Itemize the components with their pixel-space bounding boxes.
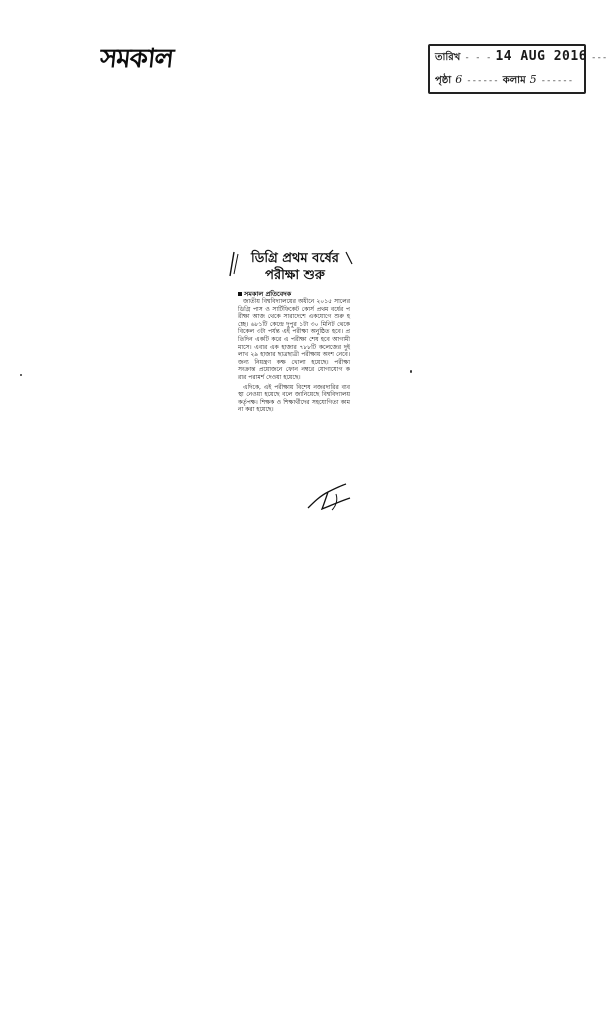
stamp-date-label: তারিখ — [435, 52, 461, 63]
stamp-page-row — [435, 73, 579, 90]
news-clipping — [228, 248, 358, 416]
stamp-dots: ------ — [540, 76, 574, 86]
headline-line-2: পরীক্ষা শুরু — [265, 268, 325, 283]
stamp-date-row — [435, 49, 608, 67]
stamp-column-value: 5 — [529, 73, 537, 86]
article-paragraph: জাতীয় বিশ্ববিদ্যালয়ের অধীনে ২০১৫ সালের ডিগ্রি পাস ও সার্টিফিকেট কোর্স প্রথম বর্ষের পরীক্ষা আজ থেকে সারাদেশে একযোগে শুরু হচ্ছে। ৬৮১টি কেন্দ্রে দুপুর ১টা ৩০ মিনিট থেকে বিকেল ৩টা পর্যন্ত এই পরীক্ষা অনুষ্ঠিত হবে। প্রতিদিন একটি করে এ পরীক্ষা শেষ হবে আগামী মাসে। এবার এক হাজার ৭৮৮টি কলেজের দুই লাখ ২৯ হাজার ছাত্রছাত্রী পরীক্ষায় অংশ নেবে। জন্য নিয়ন্ত্রণ কক্ষ খোলা হয়েছে। পরীক্ষা সংক্রান্ত প্রয়োজনে ফোন নম্বরে যোগাযোগ করার পরামর্শ দেওয়া হয়েছে। — [238, 298, 350, 381]
handwritten-signature — [306, 482, 354, 512]
stamp-page-label: পৃষ্ঠা — [435, 75, 452, 86]
stamp-date-value: 14 AUG 2016 — [495, 49, 588, 64]
article-byline — [228, 290, 358, 298]
stamp-dots: - - - — [464, 53, 492, 63]
scan-speck — [410, 370, 412, 373]
stamp-dots: --- — [591, 53, 608, 63]
stamp-page-value: 6 — [455, 73, 463, 86]
headline-bracket-marks — [228, 248, 354, 288]
stamp-column-label: কলাম — [502, 75, 526, 86]
clipping-stamp — [428, 44, 608, 94]
byline-bullet-icon — [238, 292, 242, 296]
newspaper-masthead: সমকাল — [98, 44, 175, 74]
scan-speck — [20, 374, 22, 376]
headline-line-1: ডিগ্রি প্রথম বর্ষের — [251, 251, 339, 266]
article-body — [228, 298, 350, 414]
article-paragraph: এদিকে, এই পরীক্ষায় বিশেষ নজরদারির ব্যবস্থা নেওয়া হয়েছে বলে জানিয়েছে বিশ্ববিদ্যালয় কর্তৃপক্ষ। শিক্ষক ও শিক্ষার্থীদের সহযোগিতা কামনা করা হয়েছে। — [238, 383, 350, 414]
byline-text: সমকাল প্রতিবেদক — [244, 290, 292, 298]
stamp-dots: ------ — [466, 76, 499, 86]
